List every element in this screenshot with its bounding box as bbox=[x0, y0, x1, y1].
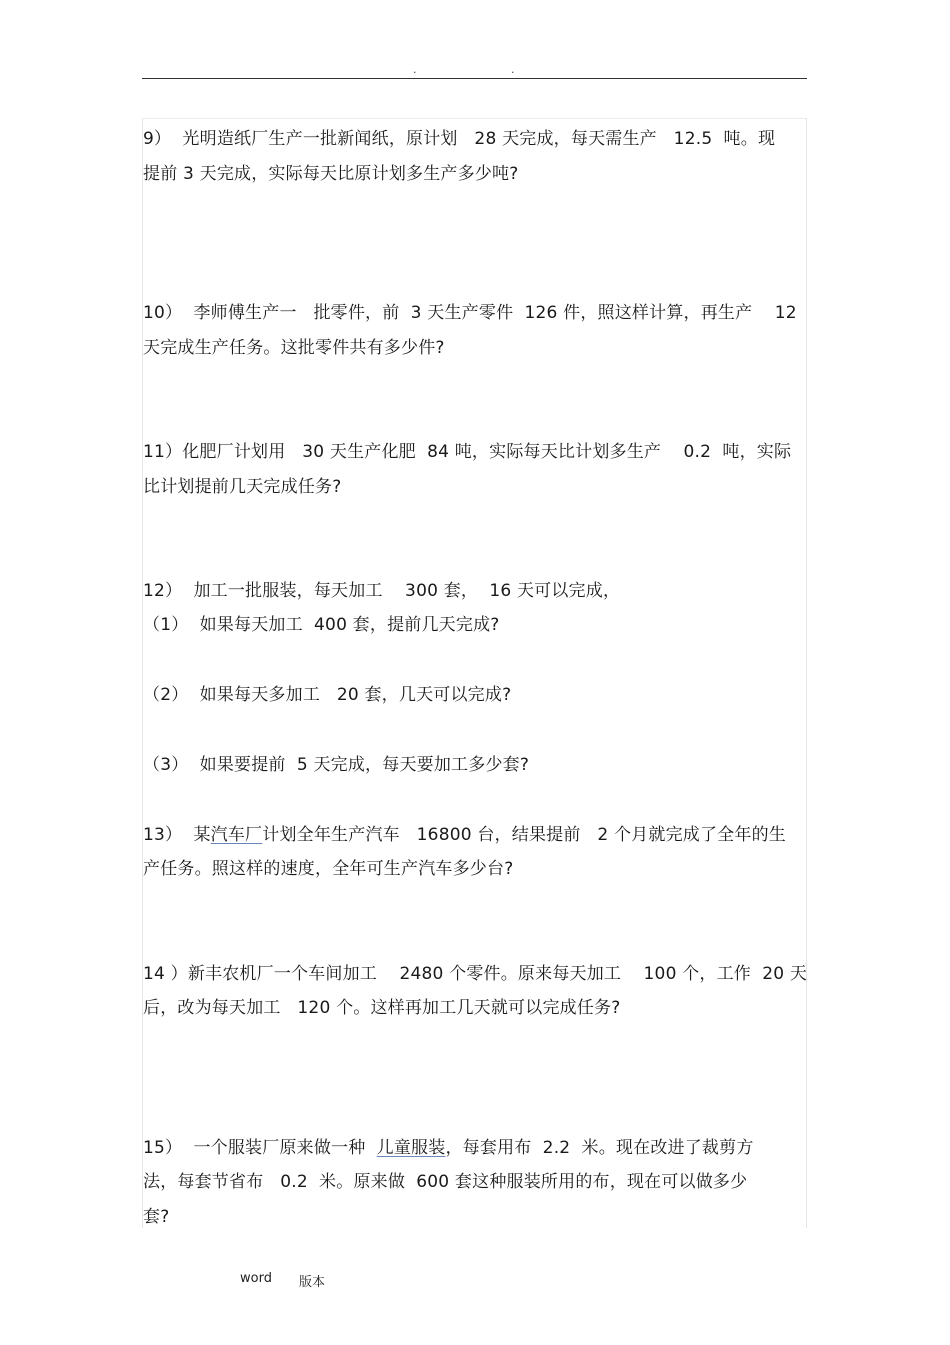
question-9-line-2: 提前 3 天完成，实际每天比原计划多生产多少吨? bbox=[143, 164, 519, 184]
question-15-text-b: ，每套用布 2.2 米。现在改进了裁剪方 bbox=[445, 1138, 754, 1158]
header-dot-right: . bbox=[511, 63, 515, 76]
question-15-line-2: 法，每套节省布 0.2 米。原来做 600 套这种服装所用的布，现在可以做多少 bbox=[143, 1172, 748, 1192]
question-13-line-1 bbox=[143, 824, 786, 846]
footer-word: word bbox=[240, 1271, 272, 1286]
question-14-line-2: 后，改为每天加工 120 个。这样再加工几天就可以完成任务? bbox=[143, 998, 621, 1018]
footer-version: 版本 bbox=[299, 1275, 326, 1290]
question-15-text-a: 15） 一个服装厂原来做一种 bbox=[143, 1138, 377, 1158]
question-13-line-2: 产任务。照这样的速度，全年可生产汽车多少台? bbox=[143, 859, 514, 879]
header-dot-left: . bbox=[413, 63, 417, 76]
question-10-line-1: 10） 李师傅生产一 批零件，前 3 天生产零件 126 件，照这样计算，再生产 12 bbox=[143, 303, 797, 323]
question-15-line-3: 套? bbox=[143, 1207, 170, 1227]
question-12-sub-2: （2） 如果每天多加工 20 套，几天可以完成? bbox=[143, 685, 512, 705]
question-10-line-2: 天完成生产任务。这批零件共有多少件? bbox=[143, 338, 445, 358]
question-12-sub-3: （3） 如果要提前 5 天完成，每天要加工多少套? bbox=[143, 755, 530, 775]
question-15-underlined-term: 儿童服装 bbox=[376, 1138, 446, 1158]
question-13-underlined-term: 汽车厂 bbox=[210, 825, 263, 845]
question-14-line-1: 14 ）新丰农机厂一个车间加工 2480 个零件。原来每天加工 100 个，工作 20 天 bbox=[143, 964, 808, 984]
question-13-text-a: 13） 某 bbox=[143, 825, 211, 845]
frame-left-border bbox=[142, 118, 143, 1228]
frame-right-border bbox=[806, 118, 807, 1228]
question-13-text-b: 计划全年生产汽车 16800 台，结果提前 2 个月就完成了全年的生 bbox=[262, 825, 786, 845]
question-15-line-1 bbox=[143, 1137, 754, 1159]
question-11-line-1: 11）化肥厂计划用 30 天生产化肥 84 吨，实际每天比计划多生产 0.2 吨，实际 bbox=[143, 442, 792, 462]
question-9-line-1: 9） 光明造纸厂生产一批新闻纸，原计划 28 天完成，每天需生产 12.5 吨。现 bbox=[143, 129, 776, 149]
frame-top-border bbox=[142, 118, 807, 119]
question-12-line-1: 12） 加工一批服装，每天加工 300 套， 16 天可以完成， bbox=[143, 581, 621, 601]
question-11-line-2: 比计划提前几天完成任务? bbox=[143, 477, 342, 497]
header-rule bbox=[142, 78, 807, 79]
question-12-sub-1: （1） 如果每天加工 400 套，提前几天完成? bbox=[143, 615, 500, 635]
